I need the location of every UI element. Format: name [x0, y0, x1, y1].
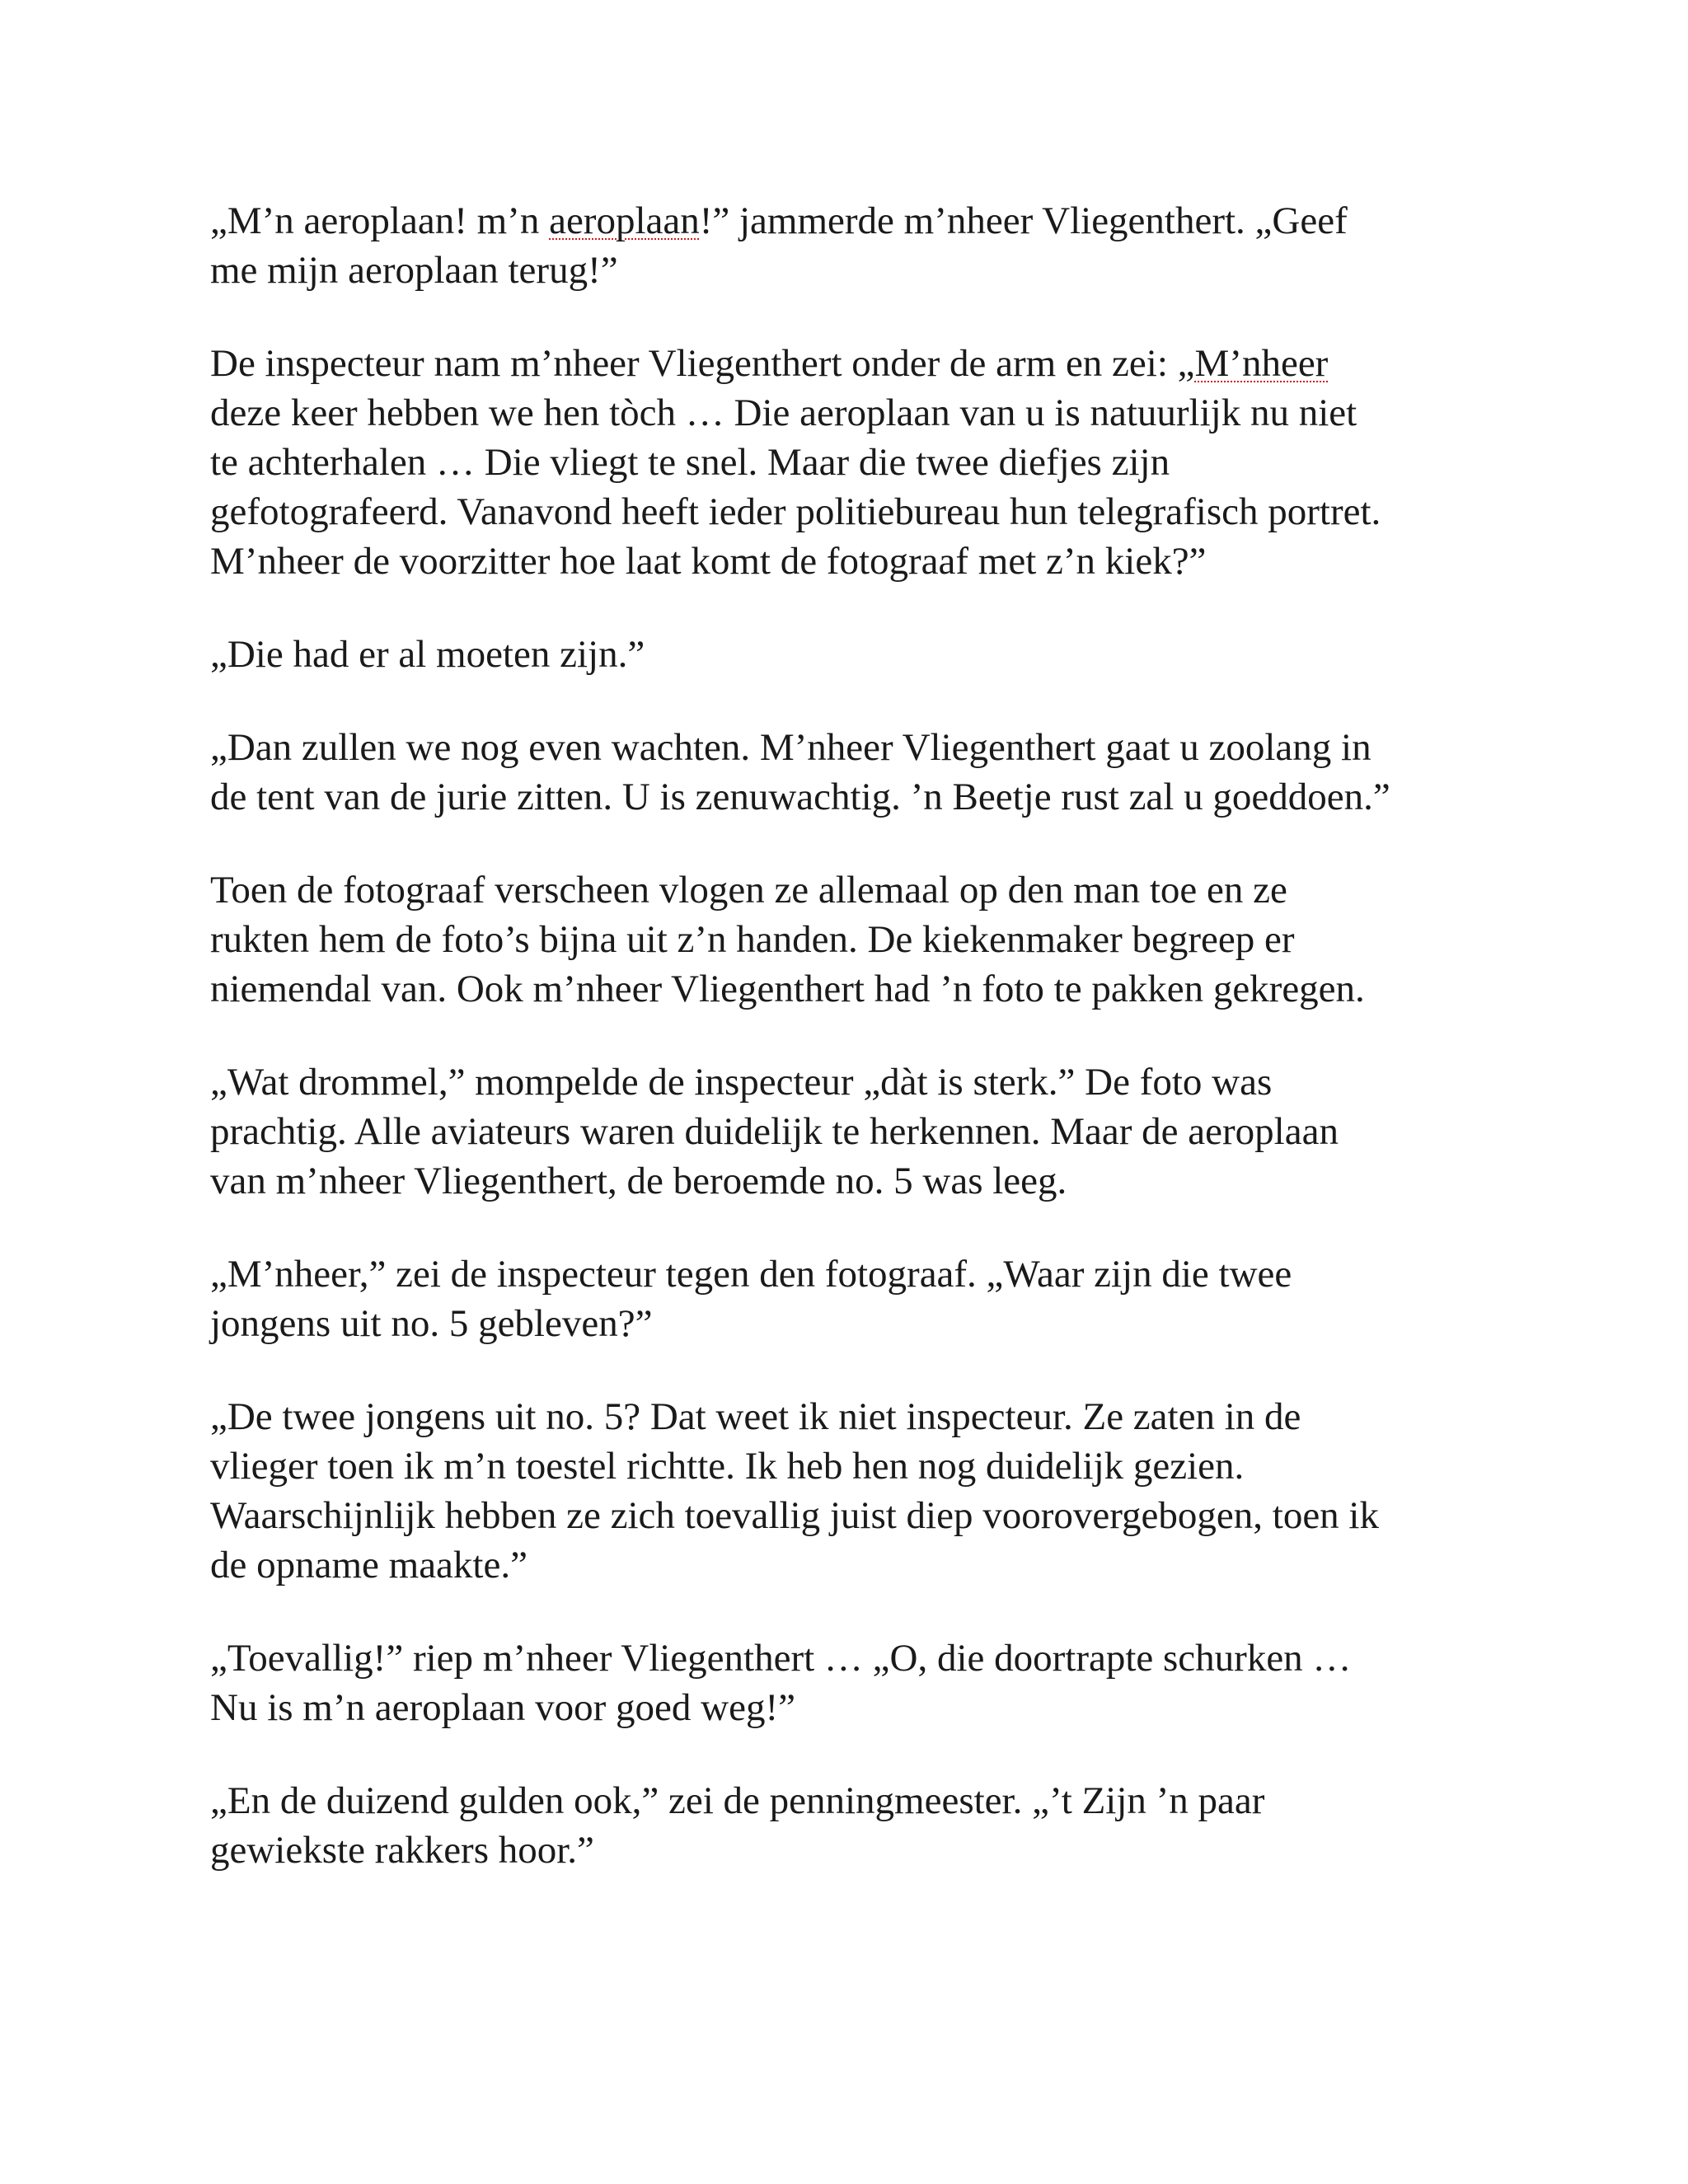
text-line: [210, 1776, 1496, 1825]
paragraph: [210, 1057, 1496, 1206]
text-run: rukten hem de foto’s bijna uit z’n handen. De kiekenmaker begreep er: [210, 918, 1295, 961]
text-run: vlieger toen ik m’n toestel richtte. Ik heb hen nog duidelijk gezien.: [210, 1445, 1245, 1488]
spellcheck-flagged-word[interactable]: M’nheer: [1194, 342, 1329, 385]
text-line: [210, 1299, 1496, 1348]
text-line: [210, 537, 1496, 586]
text-run: van m’nheer Vliegenthert, de beroemde no. 5 was leeg.: [210, 1160, 1067, 1202]
text-run: De inspecteur nam m’nheer Vliegenthert onder de arm en zei: „: [210, 342, 1195, 385]
text-line: [210, 438, 1496, 487]
text-line: [210, 1249, 1496, 1299]
text-run: de tent van de jurie zitten. U is zenuwachtig. ’n Beetje rust zal u goeddoen.”: [210, 776, 1390, 818]
text-run: !” jammerde m’nheer Vliegenthert. „Geef: [699, 199, 1348, 242]
text-run: „M’n aeroplaan! m’n: [210, 199, 550, 242]
text-run: „Wat drommel,” mompelde de inspecteur „dàt is sterk.” De foto was: [210, 1061, 1273, 1104]
text-line: [210, 772, 1496, 822]
text-line: [210, 1057, 1496, 1107]
text-line: [210, 196, 1496, 246]
text-line: [210, 1107, 1496, 1156]
text-run: Nu is m’n aeroplaan voor goed weg!”: [210, 1686, 795, 1729]
text-run: te achterhalen … Die vliegt te snel. Maar die twee diefjes zijn: [210, 441, 1170, 484]
paragraph: [210, 630, 1496, 679]
paragraph: [210, 1776, 1496, 1875]
paragraph: [210, 865, 1496, 1014]
spellcheck-flagged-word[interactable]: aeroplaan: [549, 199, 700, 242]
text-line: [210, 487, 1496, 537]
text-line: [210, 1825, 1496, 1875]
paragraph: [210, 1249, 1496, 1348]
text-run: „Dan zullen we nog even wachten. M’nheer Vliegenthert gaat u zoolang in: [210, 726, 1372, 769]
text-line: [210, 1633, 1496, 1683]
text-line: [210, 1540, 1496, 1590]
text-line: [210, 1156, 1496, 1206]
document-body: [210, 196, 1496, 1919]
text-run: jongens uit no. 5 gebleven?”: [210, 1302, 653, 1345]
text-run: „Die had er al moeten zijn.”: [210, 633, 645, 676]
text-run: me mijn aeroplaan terug!”: [210, 249, 618, 292]
text-run: M’nheer de voorzitter hoe laat komt de fotograaf met z’n kiek?”: [210, 540, 1207, 583]
paragraph: [210, 339, 1496, 586]
text-run: Waarschijnlijk hebben ze zich toevallig juist diep voorovergebogen, toen ik: [210, 1494, 1379, 1537]
text-line: [210, 723, 1496, 772]
paragraph: [210, 196, 1496, 295]
text-run: „M’nheer,” zei de inspecteur tegen den fotograaf. „Waar zijn die twee: [210, 1253, 1292, 1296]
text-run: de opname maakte.”: [210, 1544, 528, 1586]
text-line: [210, 915, 1496, 964]
text-run: gewiekste rakkers hoor.”: [210, 1829, 594, 1872]
text-line: [210, 1441, 1496, 1491]
text-run: „De twee jongens uit no. 5? Dat weet ik niet inspecteur. Ze zaten in de: [210, 1395, 1301, 1438]
text-run: prachtig. Alle aviateurs waren duidelijk te herkennen. Maar de aeroplaan: [210, 1110, 1339, 1153]
paragraph: [210, 1633, 1496, 1732]
text-run: „En de duizend gulden ook,” zei de penningmeester. „’t Zijn ’n paar: [210, 1779, 1265, 1822]
text-line: [210, 1683, 1496, 1732]
text-line: [210, 1491, 1496, 1540]
paragraph: [210, 1392, 1496, 1590]
text-line: [210, 630, 1496, 679]
text-run: Toen de fotograaf verscheen vlogen ze allemaal op den man toe en ze: [210, 869, 1287, 912]
text-line: [210, 339, 1496, 388]
text-line: [210, 1392, 1496, 1441]
text-line: [210, 388, 1496, 438]
paragraph: [210, 723, 1496, 822]
text-run: gefotografeerd. Vanavond heeft ieder politiebureau hun telegrafisch portret.: [210, 490, 1381, 533]
text-run: deze keer hebben we hen tòch … Die aeroplaan van u is natuurlijk nu niet: [210, 391, 1357, 434]
text-run: niemendal van. Ook m’nheer Vliegenthert had ’n foto te pakken gekregen.: [210, 968, 1365, 1010]
text-run: „Toevallig!” riep m’nheer Vliegenthert … „O, die doortrapte schurken …: [210, 1637, 1352, 1680]
text-line: [210, 964, 1496, 1014]
text-line: [210, 246, 1496, 295]
text-line: [210, 865, 1496, 915]
